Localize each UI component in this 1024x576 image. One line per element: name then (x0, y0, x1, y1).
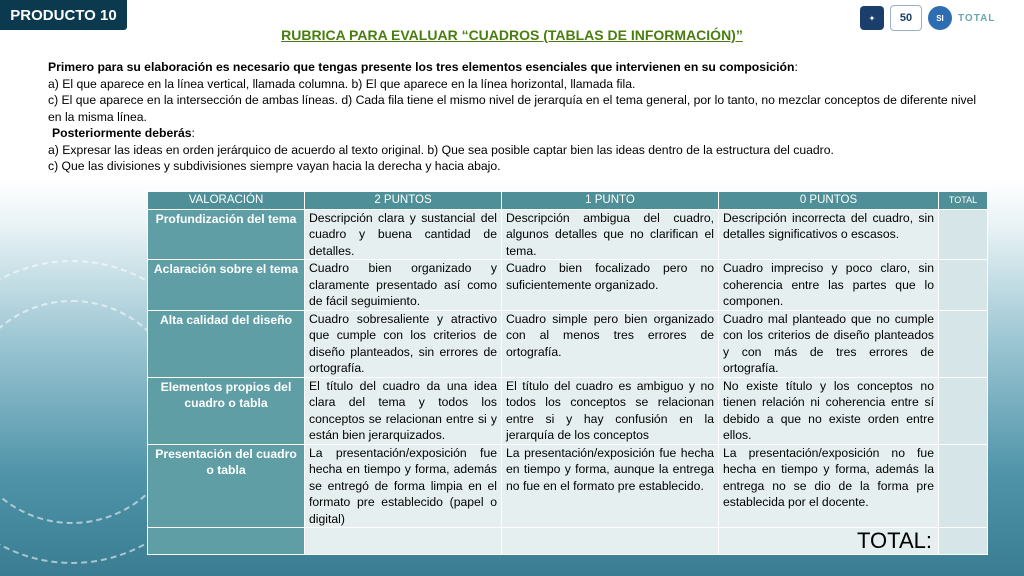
intro-after-colon: : (191, 126, 195, 140)
si-logo-icon: SI (928, 6, 952, 30)
table-row (148, 444, 988, 528)
header-2-puntos: 2 PUNTOS (305, 192, 502, 210)
total-row-empty-cell (148, 528, 305, 555)
anniversary-logo-icon: 50 (890, 5, 922, 31)
zero-points-cell: Cuadro mal planteado que no cumple con los criterios de diseño planteados y con más de tres errores de ortografía. (719, 310, 939, 377)
two-points-cell: Descripción clara y sustancial del cuadro y buena cantidad de detalles. (305, 209, 502, 260)
intro-line-4: c) Que las divisiones y subdivisiones siempre vayan hacia la derecha y hacia abajo. (48, 159, 501, 173)
page-title: RUBRICA PARA EVALUAR “CUADROS (TABLAS DE INFORMACIÓN)” (281, 27, 743, 43)
intro-line-1: a) El que aparece en la línea vertical, llamada columna. b) El que aparece en la línea horizontal, llamada fila. (48, 76, 636, 91)
product-badge: PRODUCTO 10 (0, 0, 127, 30)
one-point-cell: La presentación/exposición fue hecha en tiempo y forma, aunque la entrega no fue en el formato pre establecido. (502, 444, 719, 528)
total-cell[interactable] (939, 260, 988, 311)
total-logo: TOTAL (958, 12, 996, 24)
table-row (148, 310, 988, 377)
instructions (48, 59, 988, 175)
intro-after-label: Posteriormente deberás (52, 126, 192, 140)
rubric-table (147, 191, 988, 555)
two-points-cell: Cuadro sobresaliente y atractivo que cumple con los criterios de diseño planteados, sin errores de ortografía. (305, 310, 502, 377)
one-point-cell: Cuadro bien focalizado pero no suficientemente organizado. (502, 260, 719, 311)
one-point-cell: Descripción ambigua del cuadro, algunos detalles que no clarifican el tema. (502, 209, 719, 260)
table-row (148, 209, 988, 260)
total-cell[interactable] (939, 444, 988, 528)
zero-points-cell: Descripción incorrecta del cuadro, sin detalles significativos o escasos. (719, 209, 939, 260)
two-points-cell: Cuadro bien organizado y claramente presentado así como de fácil seguimiento. (305, 260, 502, 311)
total-cell[interactable] (939, 310, 988, 377)
criterion-cell: Alta calidad del diseño (148, 310, 305, 377)
header-row (148, 192, 988, 210)
header-1-punto: 1 PUNTO (502, 192, 719, 210)
total-row-empty-cell (305, 528, 502, 555)
intro-lead: Primero para su elaboración es necesario que tengas presente los tres elementos esenciales que intervienen en su composición (48, 60, 795, 74)
table-row (148, 260, 988, 311)
two-points-cell: La presentación/exposición fue hecha en tiempo y forma, además se entregó de forma limpia en el formato pre establecido (papel o digital) (305, 444, 502, 528)
total-cell[interactable] (939, 377, 988, 444)
total-label: TOTAL: (719, 528, 939, 555)
criterion-cell: Aclaración sobre el tema (148, 260, 305, 311)
zero-points-cell: Cuadro impreciso y poco claro, sin coherencia entre las partes que lo componen. (719, 260, 939, 311)
unam-logo-icon: ✦ (860, 6, 884, 30)
intro-line-2: c) El que aparece en la intersección de ambas líneas. d) Cada fila tiene el mismo nivel de jerarquía en el tema general, por lo tanto, no mezclar conceptos de diferente nivel en la misma línea. (48, 93, 977, 124)
intro-lead-colon: : (794, 60, 798, 74)
criterion-cell: Presentación del cuadro o tabla (148, 444, 305, 528)
table-row (148, 377, 988, 444)
zero-points-cell: La presentación/exposición no fue hecha en tiempo y forma, además la entrega no se dio de la forma pre establecida por el docente. (719, 444, 939, 528)
intro-line-3: a) Expresar las ideas en orden jerárquico de acuerdo al texto original. b) Que sea posible captar bien las ideas dentro de la estructura del cuadro. (48, 142, 834, 157)
total-row-empty-cell (502, 528, 719, 555)
header-total: TOTAL (939, 192, 988, 210)
two-points-cell: El título del cuadro da una idea clara del tema y todos los conceptos se relacionan entre si y están bien jerarquizados. (305, 377, 502, 444)
grand-total-cell[interactable] (939, 528, 988, 555)
total-cell[interactable] (939, 209, 988, 260)
header-0-puntos: 0 PUNTOS (719, 192, 939, 210)
zero-points-cell: No existe título y los conceptos no tienen relación ni coherencia entre sí debido a que no existe orden entre ellos. (719, 377, 939, 444)
criterion-cell: Elementos propios del cuadro o tabla (148, 377, 305, 444)
one-point-cell: Cuadro simple pero bien organizado con al menos tres errores de ortografía. (502, 310, 719, 377)
total-row (148, 528, 988, 555)
header-valoracion: VALORACIÓN (148, 192, 305, 210)
criterion-cell: Profundización del tema (148, 209, 305, 260)
one-point-cell: El título del cuadro es ambiguo y no todos los conceptos se relacionan entre si y hay confusión en la jerarquía de los conceptos (502, 377, 719, 444)
